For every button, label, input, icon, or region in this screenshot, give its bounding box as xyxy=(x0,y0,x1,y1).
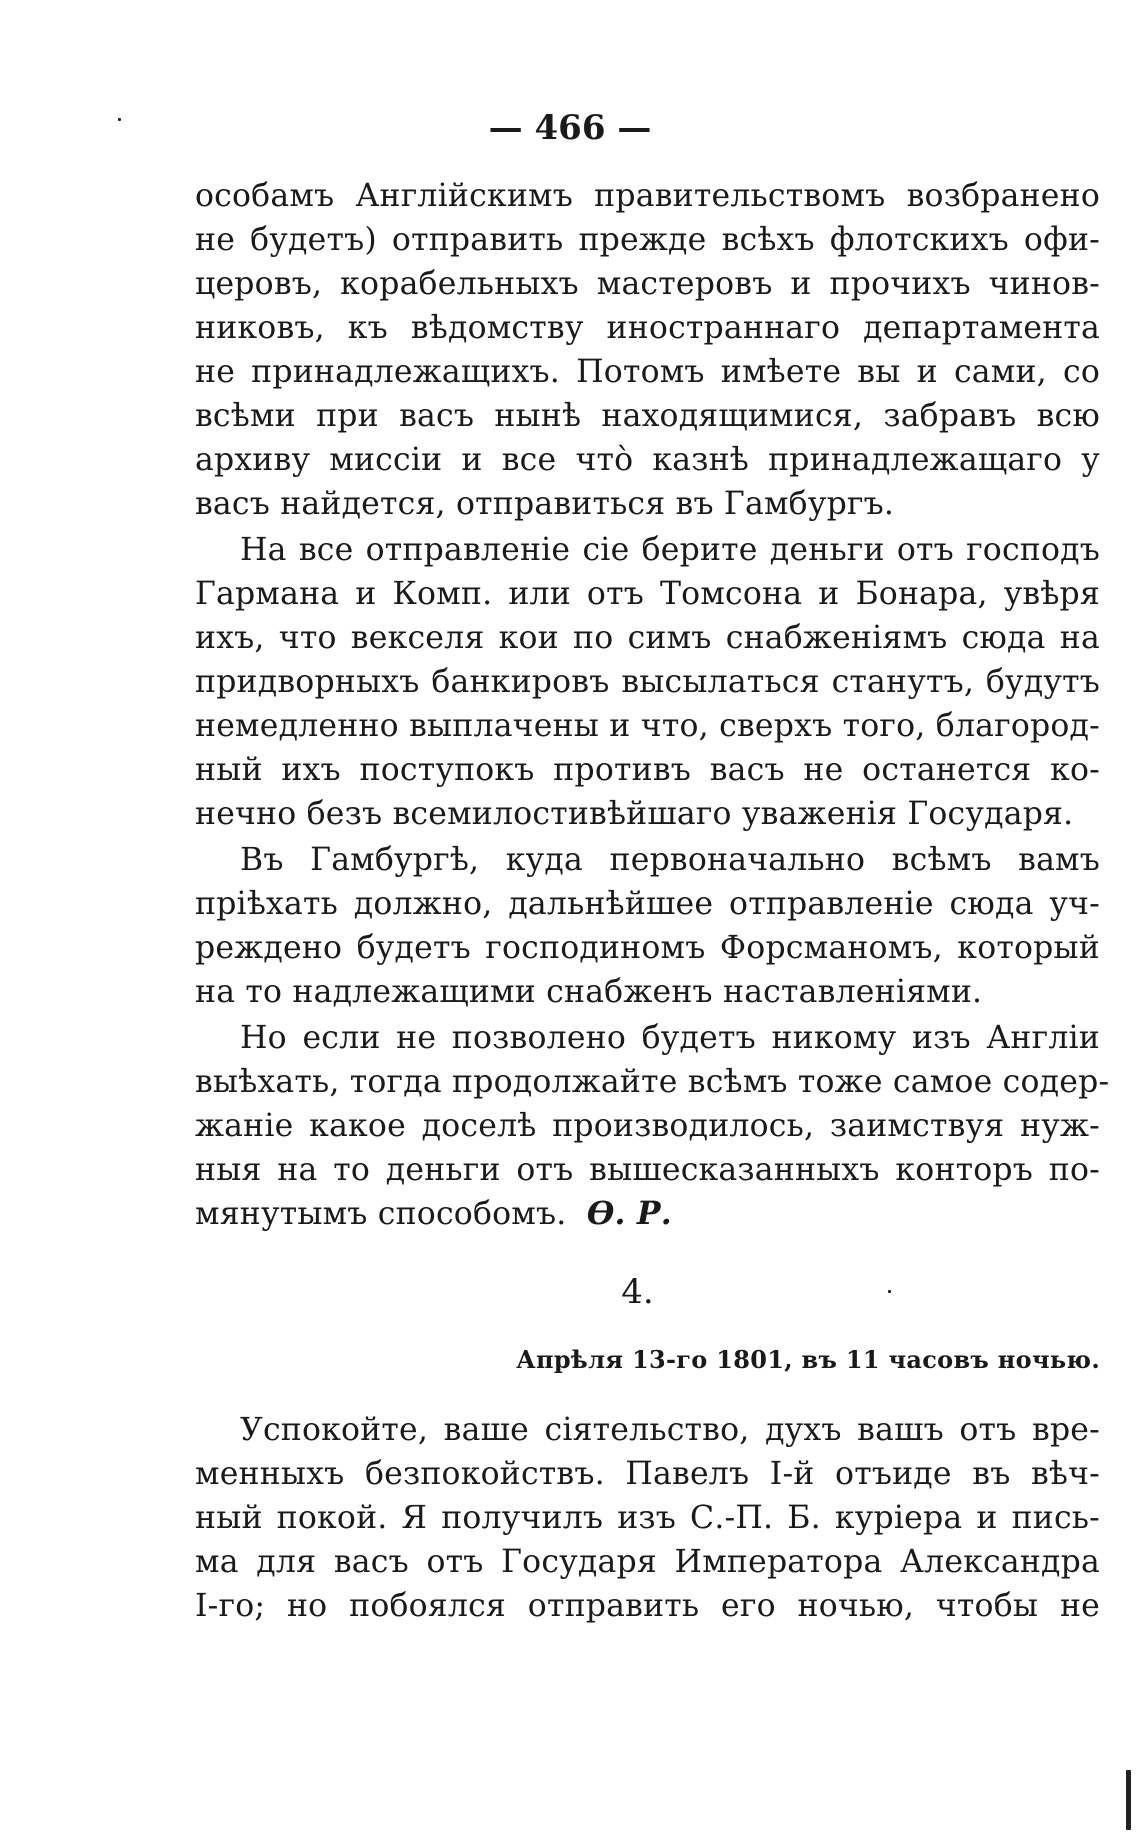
text-line: Но если не позволено будетъ никому изъ Англіи xyxy=(240,1020,1100,1056)
text-line: ный ихъ поступокъ противъ васъ не останется ко- xyxy=(195,752,1100,788)
text-line: реждено будетъ господиномъ Форсманомъ, который xyxy=(195,930,1100,966)
scan-edge-mark xyxy=(1126,1770,1131,1830)
text-line: жаніе какое доселѣ производилось, заимствуя нуж- xyxy=(195,1108,1100,1144)
text-line: менныхъ безпокойствъ. Павелъ І-й отъиде въ вѣч- xyxy=(195,1456,1100,1492)
text-line: особамъ Англійскимъ правительствомъ возбранено xyxy=(195,178,1100,214)
text-line: васъ найдется, отправиться въ Гамбургъ. xyxy=(195,486,895,522)
page-number: — 466 — xyxy=(488,108,652,148)
text-line: придворныхъ банкировъ высылаться станутъ, будутъ xyxy=(195,664,1100,700)
text-line: нечно безъ всемилостивѣйшаго уваженія Государя. xyxy=(195,796,1074,832)
text-line: ма для васъ отъ Государя Императора Александра xyxy=(195,1544,1100,1580)
text-line: Гармана и Комп. или отъ Томсона и Бонара, увѣря xyxy=(195,576,1100,612)
text-line: не будетъ) отправить прежде всѣхъ флотскихъ офи- xyxy=(195,222,1100,258)
text-line: выѣхать, тогда продолжайте всѣмъ тоже самое содер- xyxy=(195,1064,1110,1100)
text-line: архиву миссіи и все что̀ казнѣ принадлежащаго у xyxy=(195,442,1100,478)
scan-speck xyxy=(888,1290,891,1293)
text-line: никовъ, къ вѣдомству иностраннаго департамента xyxy=(195,310,1100,346)
text-line: ный покой. Я получилъ изъ С.-П. Б. куріера и пись- xyxy=(195,1500,1100,1536)
text-line: На все отправленіе сіе берите деньги отъ господъ xyxy=(240,532,1100,568)
dateline: Апрѣля 13-го 1801, въ 11 часовъ ночью. xyxy=(516,1345,1100,1374)
text-line: Успокойте, ваше сіятельство, духъ вашъ отъ вре- xyxy=(240,1412,1100,1448)
text-line-with-signature xyxy=(195,1194,1100,1234)
text-line: на то надлежащими снабженъ наставленіями. xyxy=(195,974,983,1010)
text-line: пріѣхать должно, дальнѣйшее отправленіе сюда уч- xyxy=(195,886,1100,922)
signature: Ѳ. Р. xyxy=(586,1195,672,1232)
text-line: не принадлежащихъ. Потомъ имѣете вы и сами, со xyxy=(195,354,1100,390)
section-number: 4. xyxy=(621,1272,654,1312)
text-line: ныя на то деньги отъ вышесказанныхъ конторъ по- xyxy=(195,1152,1100,1188)
text-line: всѣми при васъ нынѣ находящимися, забравъ всю xyxy=(195,398,1100,434)
text-line: немедленно выплачены и что, сверхъ того, благород- xyxy=(195,708,1100,744)
text-line: ихъ, что векселя кои по симъ снабженіямъ сюда на xyxy=(195,620,1100,656)
scan-speck xyxy=(118,118,121,121)
text-line: Въ Гамбургѣ, куда первоначально всѣмъ вамъ xyxy=(240,842,1100,878)
text-line: І-го; но побоялся отправить его ночью, чтобы не xyxy=(195,1588,1100,1624)
text-line: церовъ, корабельныхъ мастеровъ и прочихъ чинов- xyxy=(195,266,1100,302)
text-line: мянутымъ способомъ. xyxy=(195,1196,567,1232)
